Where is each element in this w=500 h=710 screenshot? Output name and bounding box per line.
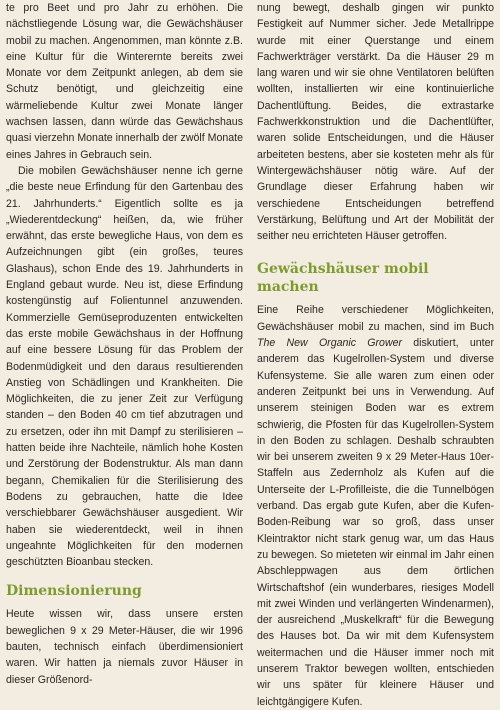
paragraph: Die mobilen Gewächshäuser nenne ich gerne „die beste neue Erfindung für den Gartenbau des 21. Jahrhunderts.“ Eigentlich sollte es ja „Wiederentdeckung“ heißen, da, wie früher erwähnt, das erste bewegliche Haus, von dem es Aufzeichnungen gibt (ein großes, teures Glashaus), schon Ende des 19. Jahrhunderts in England gebaut wurde. Neu ist, diese Erfindung kostengünstig auf Folientunnel anzuwenden. Kommerzielle Gemüseproduzenten entwickelten das erste mobile Gewächshaus in der Hoffnung auf eine bessere Lösung für das Problem der Bodenmüdigkeit und den daraus resultierenden Anstieg von Schädlingen und Krankheiten. Die Möglichkeiten, die zu jener Zeit zur Verfügung standen – den Boden 40 cm tief abzutragen und zu ersetzen, oder ihn mit Dampf zu sterilisieren – hatten beide ihre Nachteile, nämlich hohe Kosten und Zerstörung der Bodenstruktur. Als man dann begann, Chemikalien für die Sterilisierung des Bodens zu gebrauchen, hatte die Idee verschiebbarer Gewächshäuser ausgedient. Wir haben sie wiederentdeckt, weil in ihnen ungeahnte Möglichkeiten für den modernen geschützten Bioanbau stecken.	[6, 164, 243, 569]
paragraph-text: diskutiert, unter anderem das Kugelrollen-System und diverse Kufensysteme. Sie alle waren zum einen oder anderen Zeitpunkt bei uns in Verwendung. Auf unserem steinigen Boden war es extrem schwierig, die Pfosten für das Kugelrollen-System in den Boden zu schlagen. Deshalb schraubten wir bei unserem zweiten 9 x 29 Meter-Haus 10er-Staffeln aus Zedernholz als Kufen auf die Unterseite der L-Profilleiste, die die Tunnelbögen verband. Das ergab gute Kufen, aber die Kufen-Boden-Reibung war so groß, dass unser Kleintraktor nicht stark genug war, um das Haus zu bewegen. So mieteten wir einmal im Jahr einen Abschleppwagen aus dem örtlichen Wirtschaftshof (ein wunderbares, riesiges Modell mit zwei Winden und verlängerten Windenarmen), der ausreichend „Muskelkraft“ für die Bewegung des Hauses bot. Da wir mit dem Kufensystem weitermachen und die Häuser immer noch mit unserem Traktor bewegen wollten, entschieden wir uns später für kleinere Häuser und leichtgängigere Kufen.	[257, 337, 494, 708]
paragraph	[257, 302, 494, 709]
right-column	[257, 0, 494, 708]
left-column	[6, 0, 243, 690]
paragraph-text: Eine Reihe verschiedener Möglichkeiten, Gewächshäuser mobil zu machen, sind im Buch	[257, 304, 494, 333]
paragraph: Heute wissen wir, dass unsere ersten beweglichen 9 x 29 Meter-Häuser, die wir 1996 bauten, technisch einfach überdimensioniert waren. Wir hatten ja niemals zuvor Häuser in dieser Größenord-	[6, 608, 243, 686]
section-heading-dimensionierung: Dimensionierung	[6, 583, 142, 600]
paragraph: te pro Beet und pro Jahr zu erhöhen. Die nächstliegende Lösung war, die Gewächshäuser mobil zu machen. Angenommen, man könnte z.B. eine Kultur für die Winterernte bereits zwei Monate vor dem Zeitpunkt anlegen, ab dem sie Schutz benötigt, und gleichzeitig eine wärmeliebende Kultur zwei Monate länger wachsen lassen, dann würde das Gewächshaus quasi vierzehn Monate innerhalb der zwölf Monate eines Jahres in Gebrauch sein.	[6, 2, 243, 161]
paragraph: nung bewegt, deshalb gingen wir punkto Festigkeit auf Nummer sicher. Jede Metallrippe wurde mit einer Querstange und einem Fachwerkträger verstärkt. Da die Häuser 29 m lang waren und wir sie ohne Ventilatoren belüften wollten, installierten wir eine kontinuierliche Dachentlüftung. Beides, die extrastarke Fachwerkkonstruktion und die Dachentlüfter, waren solide Entscheidungen, und die Häuser arbeiteten bestens, aber sie kosteten mehr als für Wintergewächshäuser nötig wäre. Auf der Grundlage dieser Erfahrung haben wir verschiedene Entscheidungen betreffend Verstärkung, Belüftung und Art der Mobilität der seither neu errichteten Häuser getroffen.	[257, 2, 494, 243]
section-heading-mobil-machen: Gewächshäuser mobil machen	[257, 261, 429, 296]
book-title: The New Organic Grower	[257, 337, 403, 350]
